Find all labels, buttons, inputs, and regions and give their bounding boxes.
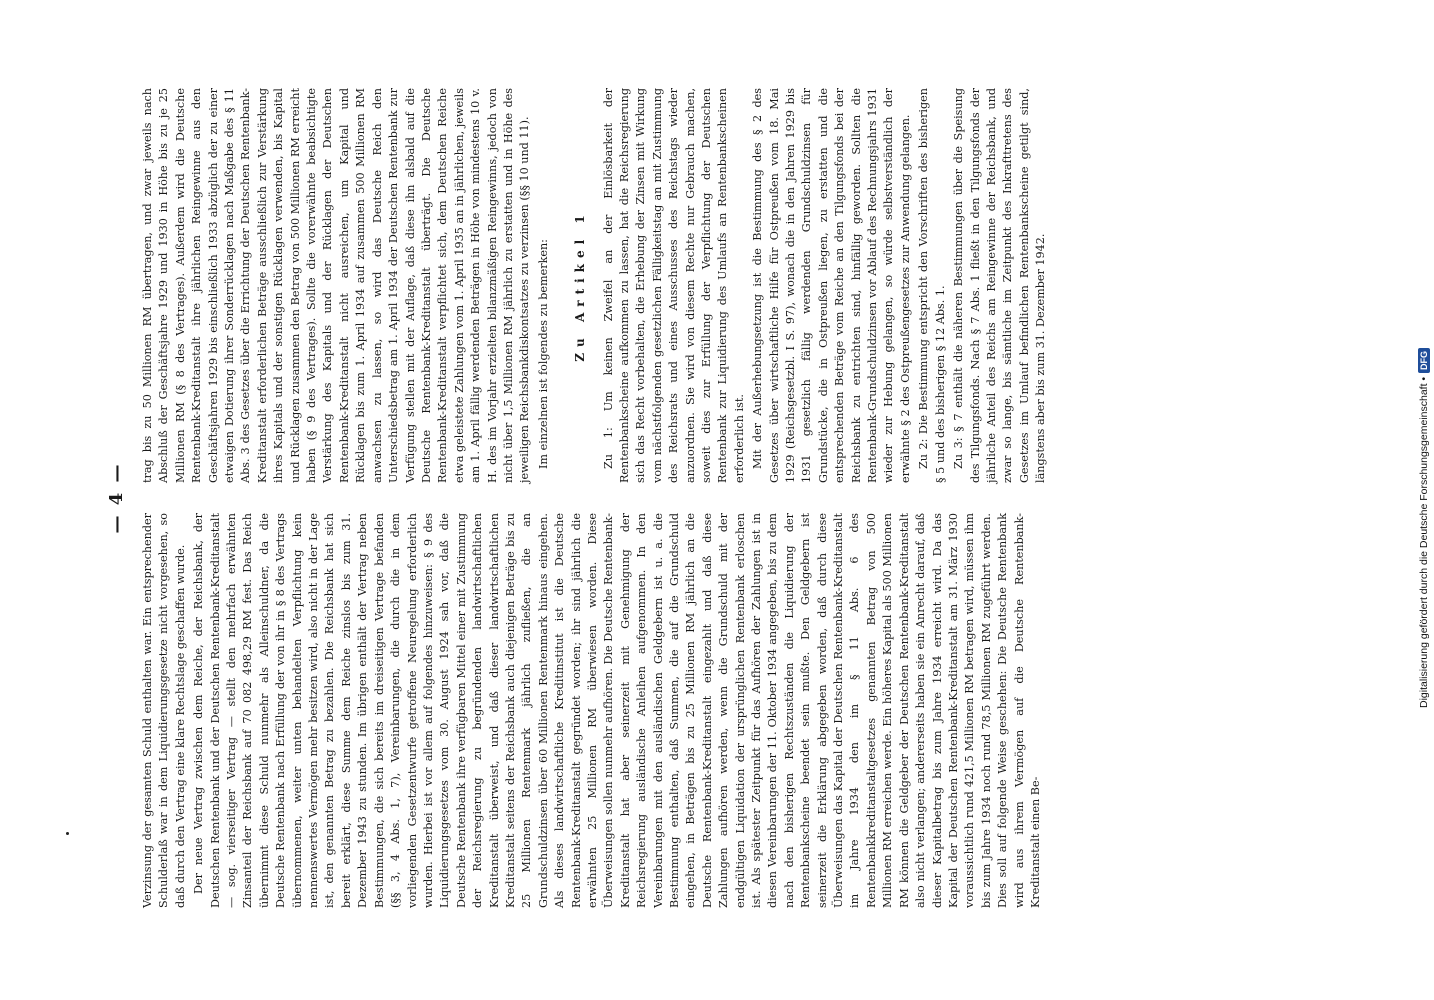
right-paragraph-2: Im einzelnen ist folgendes zu bemerken: bbox=[536, 239, 550, 469]
right-paragraph-3: Zu 1: Um keinen Zweifel an der Einlösbarkeit der Rentenbankscheine aufkommen zu lassen, hat die Reichsregierung sich das Recht vorbehalten, die Erhebung der Zinsen mit Wirkung vom nächstfolgenden gesetzlichen Fälligkeitstag an mit Zustimmung des Reichsrats und eines Ausschusses des Reichstags wieder anzuordnen. Sie wird von diesem Rechte nur Gebrauch machen, soweit dies zur Erfüllung der Verpflichtung der Deutschen Rentenbank zur Liquidierung des Umlaufs an Rentenbankscheinen erforderlich ist. bbox=[601, 88, 746, 483]
left-paragraph-2: Der neue Vertrag zwischen dem Reiche, der Reichsbank, der Deutschen Rentenbank und der Deutschen Rentenbank-Kreditanstalt — sog. vierseitiger Vertrag — stellt den mehrfach erwähnten Zinsanteil der Reichsbank auf 70 082 498,29 RM fest. Das Reich übernimmt diese Schuld nunmehr als Alleinschuldner, da die Deutsche Rentenbank nach Erfüllung der von ihr in § 8 des Vertrags übernommenen, weiter unten behandelten Verpflichtung kein nennenswertes Vermögen mehr besitzen wird, also nicht in der Lage ist, den genannten Betrag zu bezahlen. Die Reichsbank hat sich bereit erklärt, diese Summe dem Reiche zinslos bis zum 31. Dezember 1943 zu stunden. Im übrigen enthält der Vertrag neben Bestimmungen, die sich bereits im dreiseitigen Vertrage befanden (§§ 3, 4 Abs. 1, 7), Vereinbarungen, die durch die in dem vorliegenden Gesetzentwurfe getroffene Neuregelung erforderlich wurden. Hierbei ist vor allem auf folgendes hinzuweisen: § 9 des Liquidierungsgesetzes vom 30. August 1924 sah vor, daß die Deutsche Rentenbank ihre verfügbaren Mittel einer mit Zustimmung der Reichsregierung zu begründenden landwirtschaftlichen Kreditanstalt überweist, und daß dieser landwirtschaftlichen Kreditanstalt seitens der Reichsbank auch diejenigen Beträge bis zu 25 Millionen Rentenmark jährlich zufließen, die an Grundschuldzinsen über 60 Millionen Rentenmark hinaus eingehen. Als dieses landwirtschaftliche Kreditinstitut ist die Deutsche Rentenbank-Kreditanstalt gegründet worden; ihr sind jährlich die erwähnten 25 Millionen RM überwiesen worden. Diese Überweisungen sollen nunmehr aufhören. Die Deutsche Rentenbank-Kreditanstalt hat aber seinerzeit mit Genehmigung der Reichsregierung ausländische Anleihen aufgenommen. In den Vereinbarungen mit den ausländischen Geldgebern ist u. a. die Bestimmung enthalten, daß Summen, die auf die Grundschuld eingehen, in Beträgen bis zu 25 Millionen RM jährlich an die Deutsche Rentenbank-Kreditanstalt eingezahlt und daß diese Zahlungen aufhören werden, wenn die Grundschuld mit der endgültigen Liquidation der ursprünglichen Rentenbank erloschen ist. Als spätester Zeitpunkt für das Aufhören der Zahlungen ist in diesen Vereinbarungen der 11. Oktober 1934 angegeben, bis zu dem nach den bisherigen Rechtszuständen die Liquidierung der Rentenbankscheine beendet sein mußte. Den Geldgebern ist seinerzeit die Erklärung abgegeben worden, daß durch diese Überweisungen das Kapital der Deutschen Rentenbank-Kreditanstalt im Jahre 1934 den im § 11 Abs. 6 des Rentenbankkreditanstaltgesetzes genannten Betrag von 500 Millionen RM erreichen werde. Ein höheres Kapital als 500 Millionen RM können die Geldgeber der Deutschen Rentenbank-Kreditanstalt also nicht verlangen; andererseits haben sie ein Anrecht darauf, daß dieser Kapitalbetrag bis zum Jahre 1934 erreicht wird. Da das Kapital der Deutschen Rentenbank-Kreditanstalt am 31. März 1930 voraussichtlich rund 421,5 Millionen RM betragen wird, müssen ihm bis zum Jahre 1934 noch rund 78,5 Millionen RM zugeführt werden. Dies soll auf folgende Weise geschehen: Die Deutsche Rentenbank wird aus ihrem Vermögen auf die Deutsche Rentenbank-Kreditanstalt einen Be- bbox=[192, 513, 1042, 908]
rotated-page-content bbox=[100, 88, 1290, 908]
left-paragraph-1: Verzinsung der gesamten Schuld enthalten war. Ein entsprechender Schulderlaß war in dem Liquidierungsgesetze nicht vorgesehen, so daß durch den Vertrag eine klare Rechtslage geschaffen wurde. bbox=[141, 513, 187, 908]
dfg-note-text: Digitalisierung gefördert durch die Deutsche Forschungsgemeinschaft • bbox=[1418, 376, 1430, 708]
scanned-page bbox=[100, 88, 1400, 908]
left-text-column bbox=[140, 513, 1046, 908]
right-paragraph-4: Mit der Außerhebungsetzung ist die Bestimmung des § 2 des Gesetzes über wirtschaftliche Hilfe für Ostpreußen vom 18. Mai 1929 (Reichsgesetzbl. I S. 97), wonach die in den Jahren 1929 bis 1931 gesetzlich fällig werdenden Grundschuldzinsen für Grundstücke, die in Ostpreußen liegen, zu erstatten und die entsprechenden Beträge vom Reiche an den Tilgungsfonds bei der Reichsbank zu entrichten sind, hinfällig geworden. Sollten die Rentenbank-Grundschuldzinsen vor Ablauf des Rechnungsjahrs 1931 wieder zur Hebung gelangen, so würde selbstverständlich der erwähnte § 2 des Ostpreußengesetzes zur Anwendung gelangen. bbox=[751, 88, 912, 483]
dfg-logo-badge: DFG bbox=[1418, 348, 1430, 373]
section-heading: Zu Artikel 1 bbox=[573, 209, 588, 362]
right-paragraph-1: trag bis zu 50 Millionen RM übertragen, und zwar jeweils nach Abschluß der Geschäftsjahre 1929 und 1930 in Höhe bis zu je 25 Millionen RM (§ 8 des Vertrages). Außerdem wird die Deutsche Rentenbank-Kreditanstalt ihre jährlichen Reingewinne aus den Geschäftsjahren 1929 bis einschließlich 1933 abzüglich der zu einer etwaigen Dotierung ihrer Sonderrücklagen nach Maßgabe des § 11 Abs. 3 des Gesetzes über die Errichtung der Deutschen Rentenbank-Kreditanstalt erforderlichen Beträge ausschließlich zur Verstärkung ihres Kapitals und der sonstigen Rücklagen verwenden, bis Kapital und Rücklagen zusammen den Betrag von 500 Millionen RM erreicht haben (§ 9 des Vertrages). Sollte die vorerwähnte beabsichtigte Verstärkung des Kapitals und der Rücklagen der Deutschen Rentenbank-Kreditanstalt nicht ausreichen, um Kapital und Rücklagen bis zum 1. April 1934 auf zusammen 500 Millionen RM anwachsen zu lassen, so wird das Deutsche Reich den Unterschiedsbetrag am 1. April 1934 der Deutschen Rentenbank zur Verfügung stellen mit der Auflage, daß diese ihn alsbald auf die Deutsche Rentenbank-Kreditanstalt überträgt. Die Deutsche Rentenbank-Kreditanstalt verpflichtet sich, dem Deutschen Reiche etwa geleistete Zahlungen vom 1. April 1935 an in jährlichen, jeweils am 1. April fällig werdenden Beträgen in Höhe von mindestens 10 v. H. des im Vorjahr erzielten bilanzmäßigen Reingewinns, jedoch von nicht über 1,5 Millionen RM jährlich zu erstatten und in Höhe des jeweiligen Reichsbankdiskontsatzes zu verzinsen (§§ 10 und 11). bbox=[141, 88, 532, 483]
right-paragraph-5: Zu 2: Die Bestimmung entspricht den Vorschriften des bisherigen § 5 und des bisherigen § 12 Abs. 1. bbox=[917, 88, 947, 483]
right-paragraph-6: Zu 3: § 7 enthält die näheren Bestimmungen über die Speisung des Tilgungsfonds. Nach § 7 Abs. 1 fließt in den Tilgungsfonds der jährliche Anteil des Reichs am Reingewinne der Reichsbank, und zwar so lange, bis sämtliche im Zeitpunkt des Inkrafttretens des Gesetzes im Umlauf befindlichen Rentenbankscheine getilgt sind, längstens aber bis zum 31. Dezember 1942. bbox=[952, 88, 1048, 483]
page-number-header: — 4 — bbox=[106, 462, 127, 534]
right-text-column bbox=[140, 88, 1052, 483]
dfg-margin-note bbox=[1418, 8, 1430, 708]
scan-speck bbox=[66, 832, 69, 835]
